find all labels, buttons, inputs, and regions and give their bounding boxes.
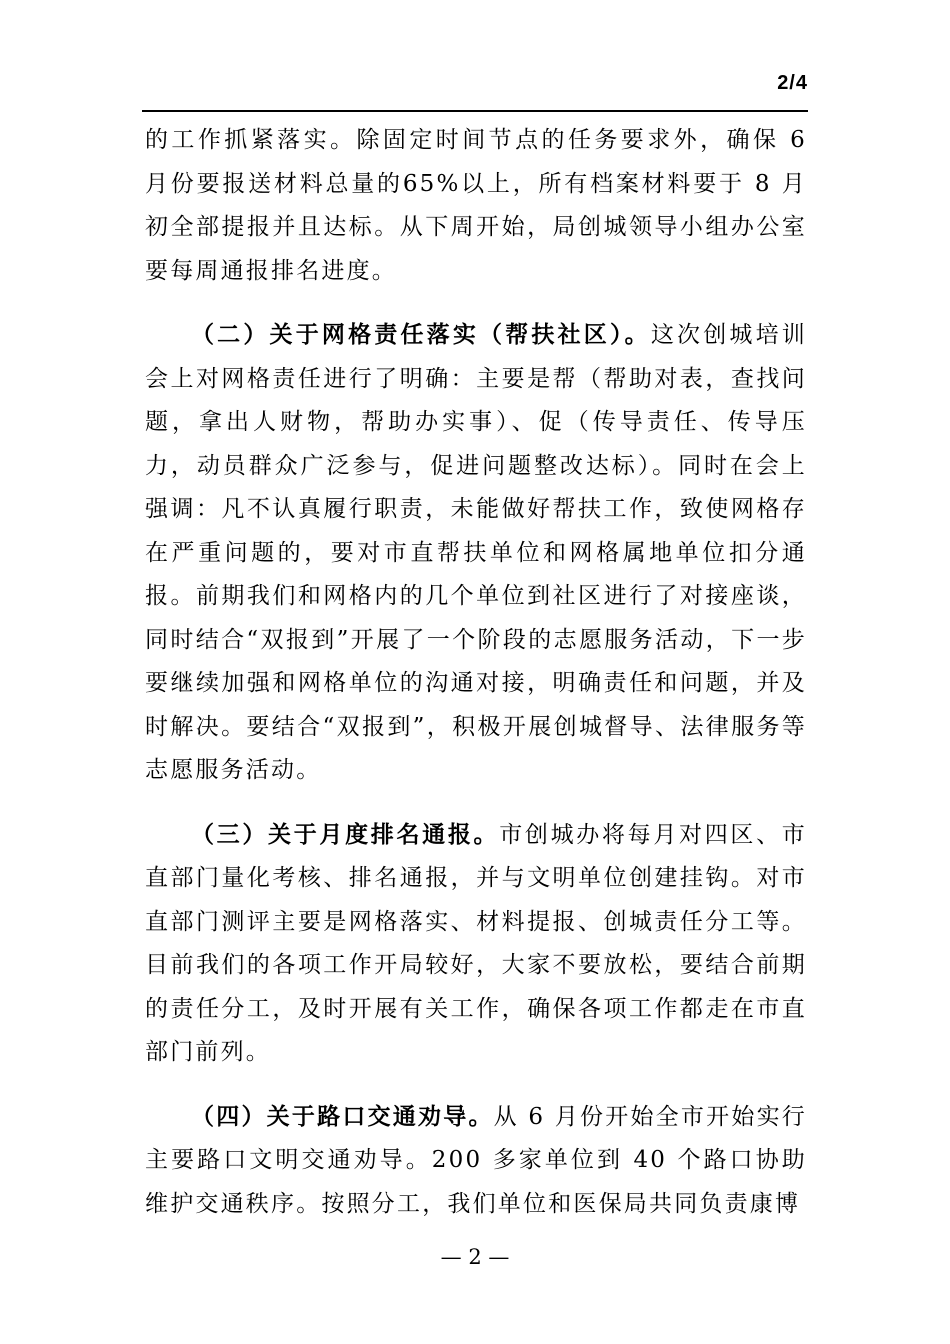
- paragraph-continuation: [145, 119, 807, 293]
- section-heading-monthly-ranking: （三）关于月度排名通报。: [191, 820, 500, 848]
- paragraph-grid-responsibility: [145, 313, 807, 793]
- section-heading-grid-responsibility: （二）关于网格责任落实（帮扶社区）。: [191, 321, 651, 348]
- paragraph-monthly-ranking: [145, 813, 807, 1075]
- section-heading-traffic-guidance: （四）关于路口交通劝导。: [191, 1102, 494, 1130]
- document-body: [145, 119, 807, 1226]
- paragraph-text: 的工作抓紧落实。除固定时间节点的任务要求外，确保 6 月份要报送材料总量的65%以上，所有档案材料要于 8 月初全部提报并且达标。从下周开始，局创城领导小组办公室要每周通报排名进度。: [145, 127, 807, 284]
- paragraph-traffic-guidance: [145, 1095, 807, 1227]
- page-number: — 2 —: [440, 1245, 510, 1269]
- paragraph-text: 市创城办将每月对四区、市直部门量化考核、排名通报，并与文明单位创建挂钩。对市直部门测评主要是网格落实、材料提报、创城责任分工等。目前我们的各项工作开局较好，大家不要放松，要结合前期的责任分工，及时开展有关工作，确保各项工作都走在市直部门前列。: [145, 821, 808, 1065]
- header-rule: [142, 110, 808, 112]
- paragraph-text: 这次创城培训会上对网格责任进行了明确：主要是帮（帮助对表，查找问题，拿出人财物，帮助办实事）、促（传导责任、传导压力，动员群众广泛参与，促进问题整改达标）。同时在会上强调：凡不认真履行职责，未能做好帮扶工作，致使网格存在严重问题的，要对市直帮扶单位和网格属地单位扣分通报。前期我们和网格内的几个单位到社区进行了对接座谈，同时结合“双报到”开展了一个阶段的志愿服务活动，下一步要继续加强和网格单位的沟通对接，明确责任和问题，并及时解决。要结合“双报到”，积极开展创城督导、法律服务等志愿服务活动。: [145, 322, 807, 783]
- page-counter: 2/4: [777, 72, 808, 94]
- paragraph-text: 从 6 月份开始全市开始实行主要路口文明交通劝导。200 多家单位到 40 个路口协助维护交通秩序。按照分工，我们单位和医保局共同负责康博: [145, 1103, 807, 1217]
